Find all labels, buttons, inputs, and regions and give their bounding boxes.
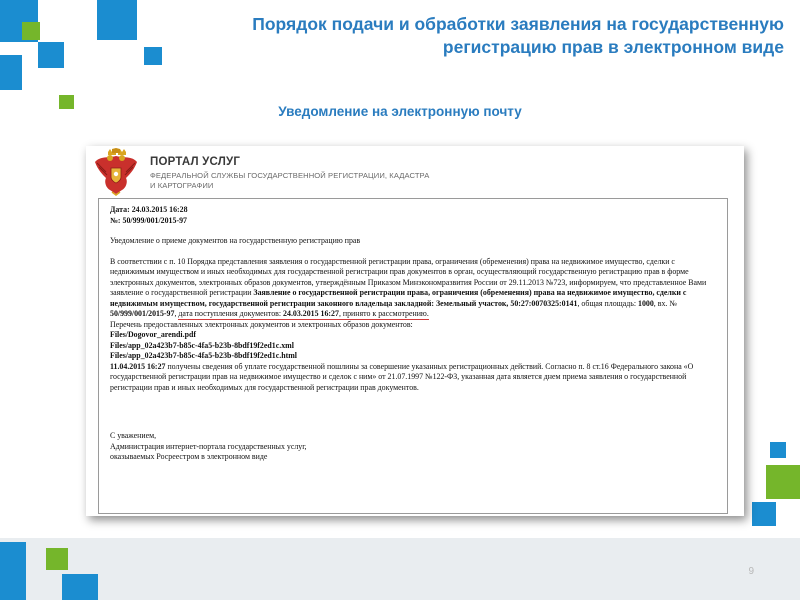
payment-paragraph: 11.04.2015 16:27 получены сведения об уплате государственной пошлины за совершение указанных регистрационных действий. Согласно п. 8 ст.16 Федерального закона «О государственной регистрации прав на недвижимое имущество и сделок с ним» от 21.07.1997 №122-ФЗ, указанная дата является днем приема заявления о государственной регистрации прав и иных необходимых для государственной регистрации прав документов. — [110, 361, 694, 392]
slide-subtitle: Уведомление на электронную почту — [278, 104, 522, 119]
email-number: №: 50/999/001/2015-97 — [110, 215, 187, 225]
email-subject: Уведомление о приеме документов на государственную регистрацию прав — [110, 236, 361, 245]
docs-header: Перечень предоставленных электронных документов и электронных образов документов: — [110, 319, 413, 329]
file-item: Files/app_02a423b7-b85c-4fa5-b23b-8bdf19f2ed1c.html — [110, 351, 297, 360]
decor-square — [770, 442, 786, 458]
decor-square — [0, 55, 22, 90]
decor-square — [766, 465, 800, 499]
file-item: Files/app_02a423b7-b85c-4fa5-b23b-8bdf19f2ed1c.xml — [110, 340, 294, 350]
decor-square — [0, 542, 26, 600]
portal-header — [94, 148, 534, 196]
regards: С уважением, — [110, 431, 157, 440]
file-item: Files/Dogovor_arendi.pdf — [110, 330, 196, 339]
decor-square — [752, 502, 776, 526]
portal-department: ФЕДЕРАЛЬНОЙ СЛУЖБЫ ГОСУДАРСТВЕННОЙ РЕГИСТРАЦИИ, КАДАСТРА И КАРТОГРАФИИ — [150, 171, 430, 190]
portal-name: ПОРТАЛ УСЛУГ — [150, 156, 241, 168]
signature-line: оказываемых Росреестром в электронном виде — [110, 452, 268, 461]
signature-line: Администрация интернет-портала государственных услуг, — [110, 441, 307, 451]
decor-square — [97, 0, 137, 40]
received-highlight: дата поступления документов: 24.03.2015 16:27, принято к рассмотрению. — [178, 309, 429, 318]
decor-square — [38, 42, 64, 68]
email-screenshot — [86, 146, 744, 516]
decor-square — [22, 22, 40, 40]
email-date: Дата: 24.03.2015 16:28 — [110, 205, 188, 214]
decor-square — [62, 574, 98, 600]
bottom-band — [0, 538, 800, 600]
decor-square — [46, 548, 68, 570]
email-body — [98, 198, 728, 514]
page-number: 9 — [748, 566, 754, 577]
slide-title: Порядок подачи и обработки заявления на государственную регистрацию прав в электронном виде — [252, 14, 784, 57]
email-paragraph-1: В соответствии с п. 10 Порядка представления заявления о государственной регистрации права, ограничения (обременения) права на недвижимое имущество, сделки с недвижимым имуществом и иных необходимых для государственной регистрации прав документов в орган, осуществляющий государственную регистрацию прав в форме электронных документов, электронных образов документов, утверждённым Приказом Минэкономразвития России от 29.11.2013 №723, информируем, что представленное Вами заявление о государственной регистрации Заявление о государственной регистрации права, ограничения (обременения) права на недвижимое имущество, сделки с недвижимым имуществом, государственной регистрации законного владельца закладной: Земельный участок, 50:27:0070325:0141, общая площадь: 1000, вх. № 50/999/001/2015-97, дата поступления документов: 24.03.2015 16:27, принято к рассмотрению. — [110, 256, 707, 318]
russian-coat-of-arms-icon — [94, 148, 138, 196]
